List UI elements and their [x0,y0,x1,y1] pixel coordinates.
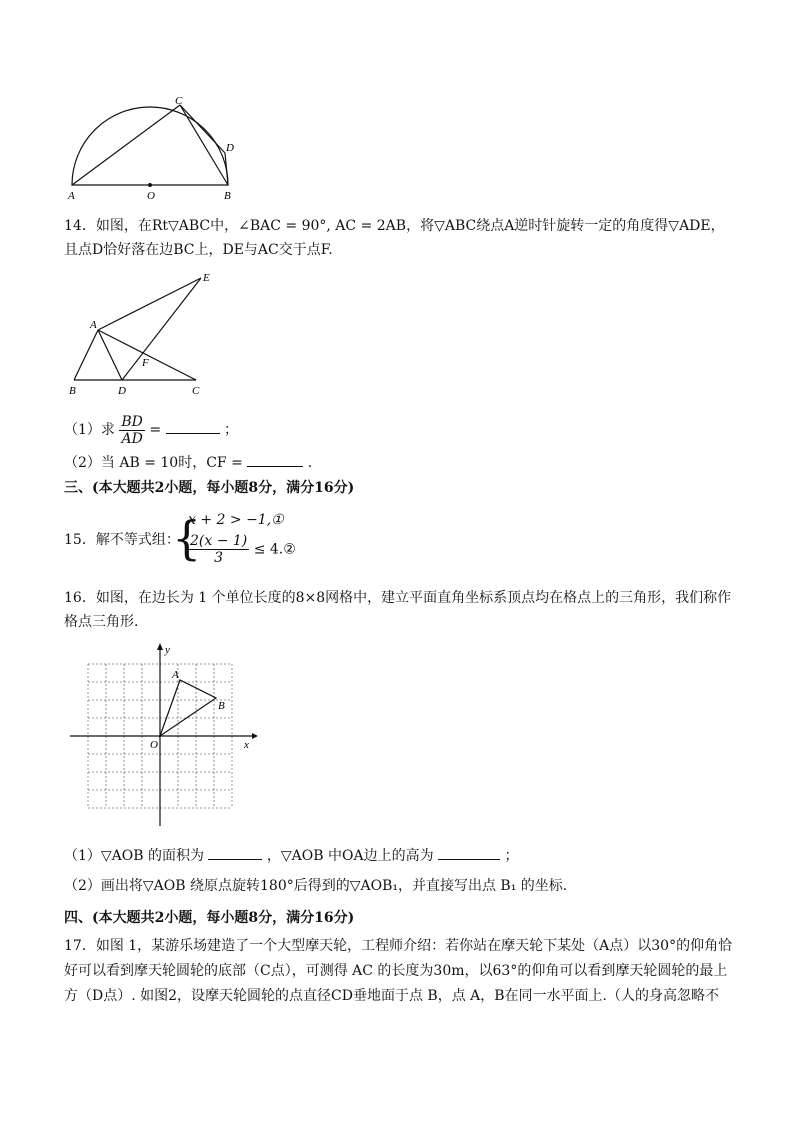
q15-inequality-1: x + 2 > −1,① [188,512,284,528]
q17-line3: 方（D点）. 如图2，设摩天轮圆轮的点直径CD垂地面于点 B，点 A，B在同一水平面上.（人的身高忽略不 [64,988,720,1004]
label-x: x [244,739,249,751]
answer-blank[interactable] [247,453,303,467]
q15-inequality-2 [188,533,296,566]
label-B: B [69,385,76,397]
q14-part1-suffix: ； [223,422,238,438]
fraction [188,533,249,566]
semicircle-figure [60,95,250,205]
fraction-denominator: AD [121,430,143,447]
q17-line2: 好可以看到摩天轮圆轮的底部（C点），可测得 AC 的长度为30m，以63°的仰角可以看到摩天轮圆轮的最上 [64,963,728,979]
answer-blank[interactable] [208,846,262,860]
label-O: O [150,739,158,751]
label-E: E [203,272,210,284]
q16-part2: （2）画出将▽AOB 绕原点旋转180°后得到的▽AOB₁，并直接写出点 B₁ 的坐标. [64,878,568,894]
q14-line1: 14．如图，在Rt▽ABC中，∠BAC = 90°, AC = 2AB，将▽ABC绕点A逆时针旋转一定的角度得▽ADE， [64,218,725,234]
label-D: D [226,142,234,154]
q14-line2: 且点D恰好落在边BC上，DE与AC交于点F. [64,242,333,258]
answer-blank[interactable] [438,846,500,860]
label-B: B [224,190,231,202]
equals-sign: = [149,422,162,438]
label-A: A [68,190,75,202]
coordinate-grid-figure [62,640,262,830]
q14-triangle-figure [60,268,220,400]
q16-part1-a: （1）▽AOB 的面积为 [64,848,204,864]
inequality-rest: ≤ 4.② [253,541,296,558]
label-A: A [90,319,97,331]
q16-line2: 格点三角形. [64,614,139,630]
label-B: B [218,700,225,712]
label-D: D [118,385,126,397]
q14-part1-prefix: （1）求 [64,422,115,438]
q17-line1: 17．如图 1，某游乐场建造了一个大型摩天轮，工程师介绍：若你站在摩天轮下某处（A点）以30°的仰角恰 [64,938,733,954]
fraction-numerator: 2(x − 1) [190,533,248,549]
label-y: y [165,644,170,656]
q14-part2-suffix: . [307,455,313,471]
q14-part2-prefix: （2）当 AB = 10时，CF = [64,455,243,471]
fraction-denominator: 3 [214,550,224,566]
fraction-numerator: BD [121,413,143,430]
label-C: C [192,385,200,397]
section-heading-4: 四、(本大题共2小题，每小题8分，满分16分) [64,910,355,926]
label-O: O [147,190,155,202]
fraction-bd-ad [119,414,145,447]
label-F: F [142,357,149,369]
q15-prefix: 15．解不等式组： [64,532,180,548]
q16-line1: 16．如图，在边长为 1 个单位长度的8×8网格中，建立平面直角坐标系顶点均在格点上的三角形，我们称作 [64,590,732,606]
q14-part2 [64,453,312,472]
label-C: C [175,95,183,107]
q16-part1 [64,846,519,865]
q16-part1-b: ，▽AOB 中OA边上的高为 [266,848,434,864]
q14-part1 [64,412,238,448]
label-A: A [172,669,179,681]
section-heading-3: 三、(本大题共2小题，每小题8分，满分16分) [64,480,355,496]
answer-blank[interactable] [166,420,220,434]
system-brace: { [172,511,202,565]
q16-part1-c: ； [504,848,519,864]
